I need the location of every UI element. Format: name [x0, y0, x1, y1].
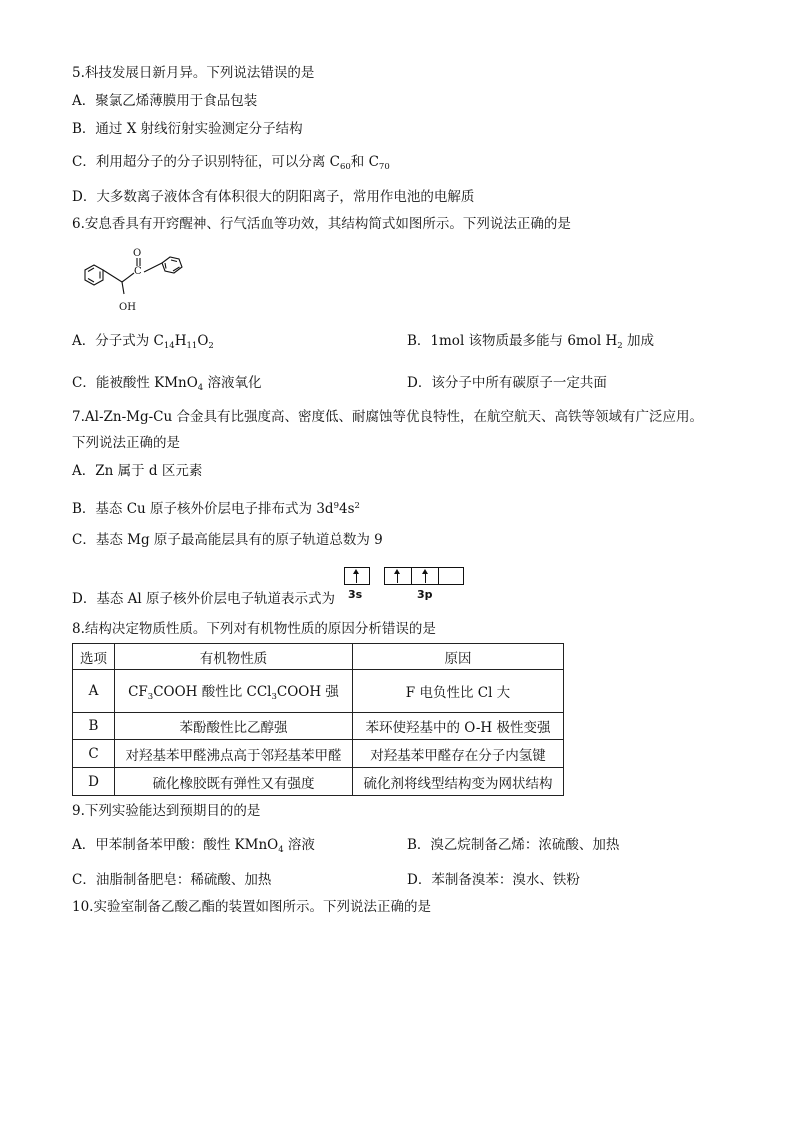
q7-b-sup1: 9	[333, 501, 339, 511]
q8-a-sub1: 3	[147, 692, 154, 702]
q6-c-text: C．能被酸性 KMnO	[72, 375, 198, 391]
electron-up-arrow-icon	[397, 572, 398, 583]
electron-up-arrow-icon	[425, 572, 426, 583]
oxygen-label: O	[133, 248, 142, 259]
q7-stem-line2: 下列说法正确的是	[72, 435, 180, 451]
q8-row-option: B	[73, 713, 115, 740]
q5-option-b: B．通过 X 射线衍射实验测定分子结构	[72, 121, 303, 137]
q6-a-text: A．分子式为 C	[72, 333, 164, 349]
q7-option-b	[72, 497, 360, 518]
orbital-divider	[411, 568, 412, 584]
q6-b-text: B．1mol 该物质最多能与 6mol H	[407, 333, 618, 349]
q5-stem: 5.科技发展日新月异。下列说法错误的是	[72, 65, 315, 81]
q8-row-reason: F 电负性比 Cl 大	[353, 670, 564, 713]
orbital-divider	[438, 568, 439, 584]
q6-a-sub3: 2	[208, 341, 214, 351]
q8-a-mid: COOH 酸性比 CCl	[153, 684, 272, 700]
q6-option-c	[72, 374, 262, 397]
bond-chc-to-carbonyl	[122, 273, 134, 282]
q7-option-a: A．Zn 属于 d 区元素	[72, 463, 203, 479]
q6-option-a	[72, 332, 214, 355]
electron-up-arrow-icon	[356, 572, 357, 583]
q7-b-text: B．基态 Cu 原子核外价层电子排布式为 3d	[72, 501, 334, 517]
benzoin-structure-diagram	[70, 240, 200, 318]
q5-option-c-mid: 和 C	[350, 154, 379, 170]
orbital-box-3s	[344, 567, 370, 585]
q6-b-sub: 2	[617, 341, 623, 351]
q8-row-property: 对羟基苯甲醛沸点高于邻羟基苯甲醛	[115, 740, 353, 768]
q8-row-property: 硫化橡胶既有弹性又有强度	[115, 768, 353, 796]
q8-row-reason: 对羟基苯甲醛存在分子内氢键	[353, 740, 564, 768]
q5-option-d: D．大多数离子液体含有体积很大的阴阳离子，常用作电池的电解质	[72, 189, 475, 205]
table-row	[73, 670, 564, 713]
q6-c-sub: 4	[197, 383, 204, 393]
q6-option-b	[407, 332, 654, 355]
q9-option-b: B．溴乙烷制备乙烯：浓硫酸、加热	[407, 837, 620, 853]
q8-row-property	[115, 670, 353, 713]
q8-header-reason: 原因	[353, 644, 564, 670]
q8-stem: 8.结构决定物质性质。下列对有机物性质的原因分析错误的是	[72, 621, 436, 637]
q5-c-sub2: 70	[378, 162, 390, 172]
q6-a-h: H	[174, 333, 187, 349]
q7-b-mid: 4s	[338, 501, 355, 517]
q8-row-option: D	[73, 768, 115, 796]
q6-a-sub1: 14	[163, 341, 175, 351]
q8-row-reason: 硫化剂将线型结构变为网状结构	[353, 768, 564, 796]
q9-a-sub: 4	[278, 845, 284, 855]
q7-stem-line1: 7.Al-Zn-Mg-Cu 合金具有比强度高、密度低、耐腐蚀等优良特性，在航空航天、高铁等领域有广泛应用。	[72, 409, 703, 425]
q8-row-option: A	[73, 670, 115, 713]
q9-a-post: 溶液	[283, 837, 315, 853]
q8-row-option: C	[73, 740, 115, 768]
q5-option-c	[72, 153, 390, 176]
orbital-label-3s: 3s	[348, 588, 363, 601]
q5-option-a: A．聚氯乙烯薄膜用于食品包装	[72, 93, 258, 109]
bond-carbonyl-to-ring	[144, 263, 162, 272]
q7-option-c: C．基态 Mg 原子最高能层具有的原子轨道总数为 9	[72, 532, 383, 548]
q8-a-cf: CF	[128, 684, 148, 700]
q8-a-post: COOH 强	[276, 684, 339, 700]
q5-option-c-text: C．利用超分子的分子识别特征，可以分离 C	[72, 154, 340, 170]
table-row	[73, 768, 564, 796]
bond-ring-to-chc	[103, 270, 122, 282]
q8-row-reason: 苯环使羟基中的 O-H 极性变强	[353, 713, 564, 740]
q6-a-o: O	[197, 333, 209, 349]
q8-a-sub2: 3	[271, 692, 277, 702]
q6-c-post: 溶液氧化	[203, 375, 262, 391]
q9-stem: 9.下列实验能达到预期目的的是	[72, 803, 261, 819]
carbon-label: C	[134, 266, 142, 277]
orbital-label-3p: 3p	[417, 588, 433, 601]
orbital-boxes-3p	[384, 567, 464, 585]
q8-header-option: 选项	[73, 644, 115, 670]
q8-header-row	[73, 644, 564, 670]
q6-a-sub2: 11	[186, 341, 198, 351]
table-row	[73, 713, 564, 740]
hydroxyl-label: OH	[119, 302, 136, 313]
table-row	[73, 740, 564, 768]
q8-row-property: 苯酚酸性比乙醇强	[115, 713, 353, 740]
q6-stem: 6.安息香具有开窍醒神、行气活血等功效，其结构简式如图所示。下列说法正确的是	[72, 216, 571, 232]
q9-a-text: A．甲苯制备苯甲酸：酸性 KMnO	[72, 837, 279, 853]
q10-stem: 10.实验室制备乙酸乙酯的装置如图所示。下列说法正确的是	[72, 899, 431, 915]
q5-c-sub1: 60	[339, 162, 351, 172]
q6-option-d: D．该分子中所有碳原子一定共面	[407, 375, 607, 391]
bond-chc-to-oh	[122, 282, 124, 294]
q9-option-a	[72, 836, 315, 859]
q7-option-d: D．基态 Al 原子核外价层电子轨道表示式为	[72, 591, 335, 607]
q6-b-post: 加成	[622, 333, 654, 349]
q7-b-sup2: 2	[354, 501, 360, 511]
q8-header-property: 有机物性质	[115, 644, 353, 670]
q9-option-c: C．油脂制备肥皂：稀硫酸、加热	[72, 872, 272, 888]
q9-option-d: D．苯制备溴苯：溴水、铁粉	[407, 872, 580, 888]
q8-table	[72, 643, 564, 796]
